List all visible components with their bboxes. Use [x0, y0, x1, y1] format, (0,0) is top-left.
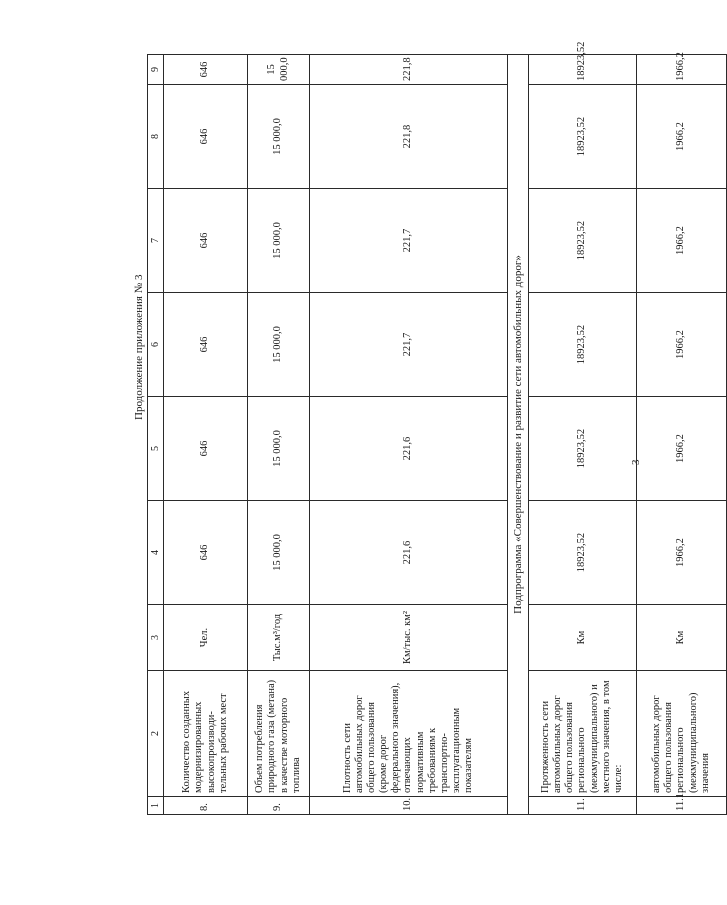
value-col8: 221,8: [310, 85, 508, 189]
indicator-name: автомобильных дорог общего пользования регионального (межмуниципального) значения: [637, 671, 727, 797]
value-col6: 646: [164, 293, 248, 397]
unit-cell: Км/тыс. км²: [310, 605, 508, 671]
value-col4: 1966,2: [637, 501, 727, 605]
value-col7: 18923,52: [529, 189, 637, 293]
col-num-5: 5: [148, 397, 164, 501]
table-row: [164, 55, 248, 815]
indicator-name: Плотность сети автомобильных дорог общего пользования (кроме дорог федерального значения), отвечающих нормативным требованиям к транспортно-эксплуатационным показателям: [310, 671, 508, 797]
value-col4: 646: [164, 501, 248, 605]
value-col5: 18923,52: [529, 397, 637, 501]
table-row: [248, 55, 310, 815]
value-col4: 15 000,0: [248, 501, 310, 605]
subprogram-title: Подпрограмма «Совершенствование и развитие сети автомобильных дорог»: [508, 55, 529, 815]
col-num-3: 3: [148, 605, 164, 671]
rotated-page: [85, 41, 711, 850]
value-col5: 15 000,0: [248, 397, 310, 501]
value-col8: 646: [164, 85, 248, 189]
subprogram-row: [508, 55, 529, 815]
table-row: [637, 55, 727, 815]
value-col7: 646: [164, 189, 248, 293]
value-col6: 1966,2: [637, 293, 727, 397]
value-col5: 221,6: [310, 397, 508, 501]
col-num-2: 2: [148, 671, 164, 797]
table-area: [147, 41, 711, 815]
unit-cell: Тыс.м³/год: [248, 605, 310, 671]
column-number-row: [148, 55, 164, 815]
row-number: 10.: [310, 797, 508, 815]
indicators-table: [147, 41, 727, 815]
value-col7: 221,7: [310, 189, 508, 293]
value-col9: 15 000,0: [248, 55, 310, 85]
value-col8: 1966,2: [637, 85, 727, 189]
value-col9: 18923,52: [529, 55, 637, 85]
value-col8: 18923,52: [529, 85, 637, 189]
row-number: 9.: [248, 797, 310, 815]
unit-cell: Чел.: [164, 605, 248, 671]
indicator-name: Объем потребления природного газа (метана) в качестве моторного топлива: [248, 671, 310, 797]
col-num-9: 9: [148, 55, 164, 85]
page-number: 3: [630, 459, 642, 465]
unit-cell: Км: [637, 605, 727, 671]
col-num-4: 4: [148, 501, 164, 605]
table-row: [529, 55, 637, 815]
value-col4: 221,6: [310, 501, 508, 605]
value-col8: 15 000,0: [248, 85, 310, 189]
value-col5: 1966,2: [637, 397, 727, 501]
row-number: 11.: [529, 797, 637, 815]
continuation-note: Продолжение приложения № 3: [133, 274, 145, 420]
col-num-1: 1: [148, 797, 164, 815]
col-num-7: 7: [148, 189, 164, 293]
value-col6: 15 000,0: [248, 293, 310, 397]
value-col4: 18923,52: [529, 501, 637, 605]
indicator-name: Протяженность сети автомобильных дорог общего пользования регионального (межмуниципального) и местного значения, в том числе:: [529, 671, 637, 797]
col-num-6: 6: [148, 293, 164, 397]
table-row: [310, 55, 508, 815]
value-col6: 18923,52: [529, 293, 637, 397]
row-number: 11.1.: [637, 797, 727, 815]
value-col7: 15 000,0: [248, 189, 310, 293]
value-col5: 646: [164, 397, 248, 501]
value-col7: 1966,2: [637, 189, 727, 293]
row-number: 8.: [164, 797, 248, 815]
value-col9: 221,8: [310, 55, 508, 85]
indicator-name: Количество созданных модернизированных высокопроизводи-тельных рабочих мест: [164, 671, 248, 797]
value-col9: 646: [164, 55, 248, 85]
value-col9: 1966,2: [637, 55, 727, 85]
value-col6: 221,7: [310, 293, 508, 397]
unit-cell: Км: [529, 605, 637, 671]
col-num-8: 8: [148, 85, 164, 189]
